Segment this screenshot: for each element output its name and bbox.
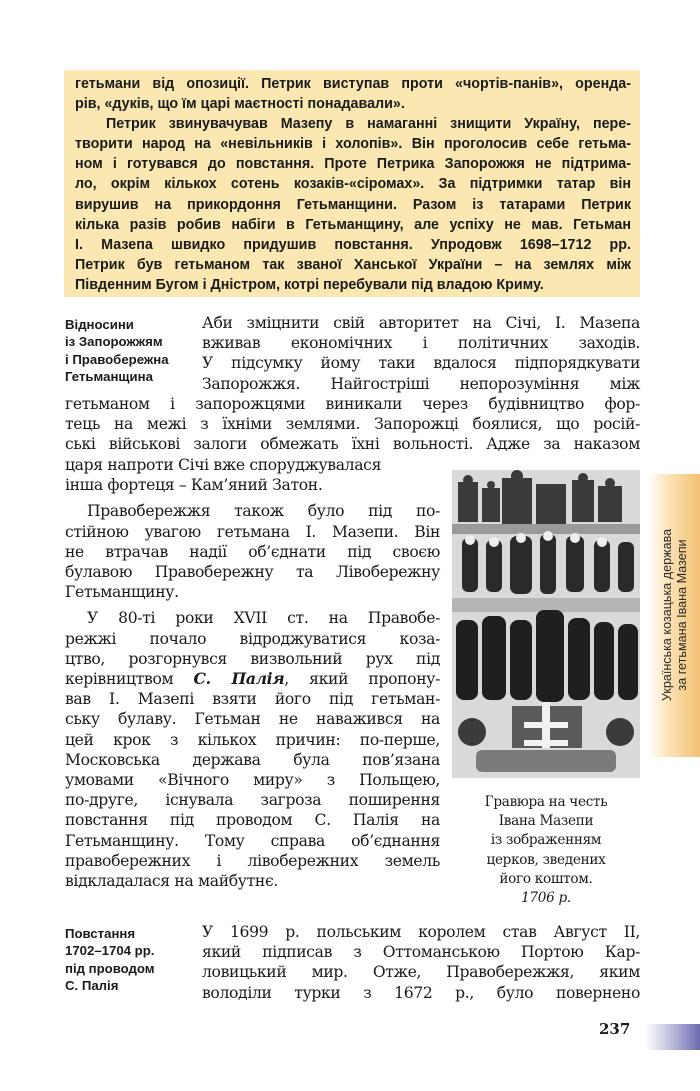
note-line: гетьмани від опозиції. Петрик виступав проти «чортів-панів», оренда- xyxy=(75,76,631,92)
note-line: Петрик звинувачував Мазепу в намаганні знищити Україну, пере- xyxy=(106,116,631,133)
page-number: 237 xyxy=(599,1020,631,1038)
text-line: інша фортеця – Кам’яний Затон. xyxy=(65,476,323,495)
note-line: Петрик був гетьманом так званої Ханської України – на землях між xyxy=(75,256,631,273)
note-line: Південним Бугом і Дністром, котрі перебували під владою Криму. xyxy=(75,276,544,293)
figure-caption xyxy=(448,793,644,908)
text-line: умовами «Вічного миру» з Польщею, xyxy=(65,771,440,790)
caption-line: церков, зведених xyxy=(486,851,606,868)
heading-line: Відносини xyxy=(65,317,134,332)
text-line: У підсумку йому таки вдалося підпорядкувати xyxy=(202,354,640,373)
text-line: булавою Правобережну та Лівобережну xyxy=(65,563,440,582)
caption-line: Івана Мазепи xyxy=(498,813,594,830)
text-line: Московська держава була пов’язана xyxy=(65,750,440,769)
heading-line: С. Палія xyxy=(65,977,119,993)
text-line: Гетьманщину. Тому справа об’єднання xyxy=(65,831,440,850)
heading-line: Повстання xyxy=(65,926,136,941)
note-line: ном і готувався до повстання. Проте Петрика Запорожжя не підтрима- xyxy=(75,156,631,173)
text-line: ську булаву. Гетьман не наважився на xyxy=(65,710,440,729)
caption-line: Гравюра на честь xyxy=(484,794,608,810)
text-line: цей крок з кількох причин: по-перше, xyxy=(65,730,440,749)
section2-text xyxy=(202,922,640,1003)
section1-left-column xyxy=(65,455,440,891)
text-line: вживав економічних і політичних заходів. xyxy=(202,334,640,353)
text-line: ловицький мир. Отже, Правобережжя, яким xyxy=(202,963,640,982)
note-line: рів, «дуків, що їм царі маєтності понадавали». xyxy=(75,96,405,113)
text-line: У 1699 р. польським королем став Август II, xyxy=(202,923,640,941)
text-line: відкладалася на майбутнє. xyxy=(65,872,278,891)
text-line: Запорожжя. Найгостріші непорозуміння між xyxy=(202,374,640,393)
chapter-title xyxy=(660,475,690,755)
heading-line: Гетьманщина xyxy=(65,368,153,384)
caption-line: із зображенням xyxy=(490,832,602,849)
note-paragraph-2 xyxy=(75,114,631,295)
note-paragraph-1 xyxy=(75,74,631,114)
text-line: стійною увагою гетьмана І. Мазепи. Він xyxy=(65,522,440,541)
engraving-illustration-icon xyxy=(452,470,640,778)
note-line: ло, окрім кількох сотень козаків-«сіромах». За підтримки татар він xyxy=(75,176,631,193)
section-heading-zaporozhzhia xyxy=(65,316,169,385)
text-line: цтво, розгорнувся визвольний рух під xyxy=(65,649,440,668)
note-line: творити народ на «невільників і холопів». Він проголосив себе гетьма- xyxy=(75,136,631,153)
text-line: ські військові залоги обмежать їхні вольності. Адже за наказом xyxy=(65,435,640,454)
chapter-side-tab xyxy=(650,474,700,757)
text-fragment: , який пропону- xyxy=(284,670,440,689)
text-line: вав І. Мазепі взяти його під гетьман- xyxy=(65,690,440,709)
caption-date: 1706 р. xyxy=(521,890,571,907)
heading-line: із Запорожжям xyxy=(65,334,163,350)
text-line: володіли турки з 1672 р., було повернено xyxy=(202,983,640,1002)
section1-intro-text xyxy=(202,313,640,394)
text-line: повстання під проводом С. Палія на xyxy=(65,811,440,830)
page-number-bar xyxy=(645,1024,700,1050)
text-line: Правобережжя також було під по- xyxy=(87,502,440,521)
text-line: режжі почало відроджуватися коза- xyxy=(65,629,440,648)
caption-line xyxy=(448,870,644,908)
text-line: правобережних і лівобережних земель xyxy=(65,851,440,870)
text-fragment: керівництвом xyxy=(65,670,194,689)
text-line: тець на межі з їхніми землями. Запорожці боялися, що росій- xyxy=(65,415,640,434)
note-line: І. Мазепа швидко придушив повстання. Упродовж 1698–1712 рр. xyxy=(75,236,631,253)
note-line: вирушив на прикордоння Гетьманщини. Разом із татарами Петрик xyxy=(75,196,631,213)
text-line: який підписав з Оттоманською Портою Кар- xyxy=(202,943,640,962)
chapter-title-line: за гетьмана Івана Мазепи xyxy=(675,539,689,691)
text-line: Аби зміцнити свій авторитет на Січі, І. Мазепа xyxy=(202,314,640,332)
heading-line: і Правобережна xyxy=(65,351,169,367)
emphasized-name: С. Палія xyxy=(193,669,285,689)
heading-line: 1702–1704 рр. xyxy=(65,943,155,959)
text-line: гетьманом і запорожцями виникали через будівництво фор- xyxy=(65,395,640,413)
chapter-title-line: Українська козацька держава xyxy=(660,528,674,702)
text-line: царя напроти Січі вже споруджувалася xyxy=(65,456,382,474)
text-line: по-друге, існувала загроза поширення xyxy=(65,791,440,810)
engraving-image xyxy=(452,470,640,778)
note-line: кілька разів робив набіги в Гетьманщину, але успіху не мав. Гетьман xyxy=(75,216,631,233)
text-line: У 80-ті роки XVII ст. на Правобе- xyxy=(87,609,440,628)
heading-line: під проводом xyxy=(65,960,155,976)
text-line: не втрачав надії об’єднати під своєю xyxy=(65,542,440,561)
text-line: Гетьманщину. xyxy=(65,583,179,602)
highlighted-note-box xyxy=(64,70,640,297)
section-heading-uprising xyxy=(65,925,155,994)
caption-text: його коштом. xyxy=(499,870,593,887)
text-line xyxy=(65,669,440,689)
section1-full-text xyxy=(65,394,640,455)
